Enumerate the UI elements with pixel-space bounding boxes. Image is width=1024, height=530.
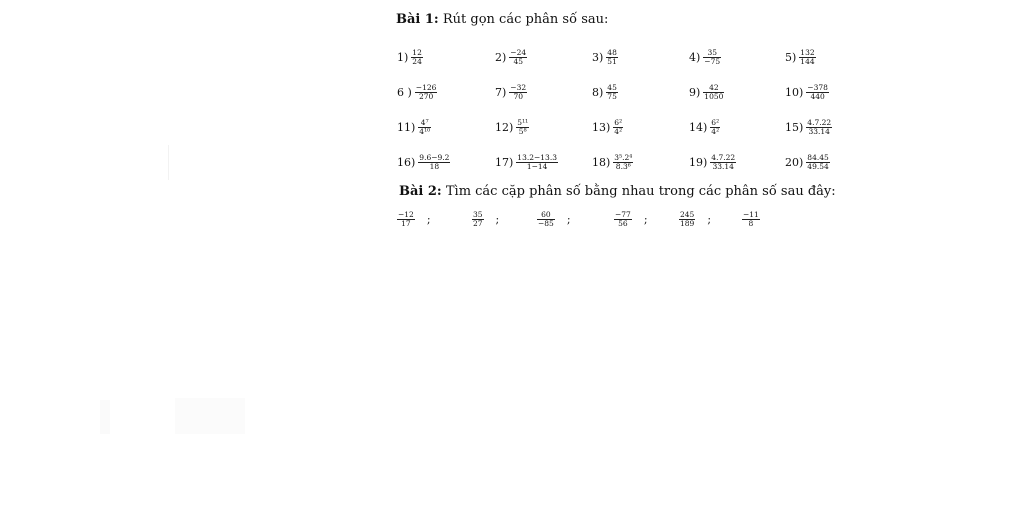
denominator: 4² xyxy=(711,126,720,136)
fraction-item xyxy=(495,77,527,107)
numerator: 5¹¹ xyxy=(517,117,529,127)
fraction-item xyxy=(689,42,721,72)
separator: ; xyxy=(495,212,500,226)
item-number: 14) xyxy=(689,120,708,134)
separator: ; xyxy=(643,212,648,226)
item-number: 20) xyxy=(785,155,804,169)
fraction-item xyxy=(614,206,648,232)
item-number: 18) xyxy=(592,155,611,169)
fraction xyxy=(703,84,724,101)
faint-mark xyxy=(168,145,169,180)
fraction xyxy=(613,119,623,136)
fraction xyxy=(679,211,695,228)
numerator: 132 xyxy=(800,47,815,57)
faint-mark xyxy=(100,400,110,434)
denominator: 24 xyxy=(412,56,422,66)
faint-mark xyxy=(175,398,245,434)
fraction-item xyxy=(592,77,618,107)
denominator: 70 xyxy=(513,91,523,101)
numerator: −378 xyxy=(807,82,828,92)
numerator: 4⁷ xyxy=(420,117,429,127)
fraction-item xyxy=(495,147,558,177)
fraction-item xyxy=(679,206,711,232)
exercise-1-label: Bài 1: xyxy=(396,12,439,27)
fraction-item xyxy=(689,112,720,142)
fraction-item xyxy=(742,206,760,232)
fraction-item xyxy=(785,42,816,72)
item-number: 6 ) xyxy=(397,85,412,99)
item-number: 9) xyxy=(689,85,701,99)
denominator: 440 xyxy=(810,91,825,101)
item-number: 19) xyxy=(689,155,708,169)
numerator: 35 xyxy=(473,209,483,219)
numerator: 35 xyxy=(707,47,717,57)
separator: ; xyxy=(426,212,431,226)
numerator: −32 xyxy=(510,82,527,92)
denominator: 1050 xyxy=(704,91,724,101)
numerator: 84.45 xyxy=(807,152,829,162)
numerator: 60 xyxy=(541,209,551,219)
denominator: 45 xyxy=(513,56,523,66)
fraction xyxy=(806,154,829,171)
item-number: 2) xyxy=(495,50,507,64)
fraction-item xyxy=(785,147,830,177)
denominator: 5⁸ xyxy=(518,126,527,136)
fraction xyxy=(606,84,618,101)
item-number: 8) xyxy=(592,85,604,99)
fraction-item xyxy=(397,42,423,72)
fraction xyxy=(415,84,438,101)
exercise-2-instruction: Tìm các cặp phân số bằng nhau trong các phân số sau đây: xyxy=(441,184,836,199)
fraction-item xyxy=(592,147,633,177)
numerator: 6² xyxy=(614,117,623,127)
fraction-item xyxy=(537,206,571,232)
numerator: 9.6−9.2 xyxy=(419,152,450,162)
fraction xyxy=(516,154,558,171)
denominator: 56 xyxy=(618,218,628,228)
item-number: 10) xyxy=(785,85,804,99)
fraction-item xyxy=(397,206,431,232)
denominator: −85 xyxy=(538,218,554,228)
numerator: 245 xyxy=(680,209,695,219)
item-number: 3) xyxy=(592,50,604,64)
denominator: 4² xyxy=(614,126,623,136)
item-number: 15) xyxy=(785,120,804,134)
fraction-item xyxy=(397,77,437,107)
denominator: 144 xyxy=(800,56,815,66)
numerator: 4.7.22 xyxy=(711,152,736,162)
fraction xyxy=(613,154,633,171)
denominator: 189 xyxy=(680,218,695,228)
exercise-2-fractions xyxy=(397,206,797,236)
fraction xyxy=(742,211,760,228)
numerator: −126 xyxy=(415,82,437,92)
item-number: 1) xyxy=(397,50,409,64)
numerator: 42 xyxy=(709,82,719,92)
denominator: 75 xyxy=(607,91,617,101)
fraction-item xyxy=(592,42,618,72)
numerator: 3⁵.2⁴ xyxy=(614,152,633,162)
item-number: 13) xyxy=(592,120,611,134)
denominator: 270 xyxy=(418,91,434,101)
fraction xyxy=(806,84,829,101)
fraction xyxy=(411,49,423,66)
denominator: 8 xyxy=(748,218,754,228)
fraction-item xyxy=(689,77,724,107)
fraction xyxy=(509,49,527,66)
denominator: 51 xyxy=(607,56,617,66)
fraction-item xyxy=(397,112,431,142)
fraction xyxy=(537,211,555,228)
fraction xyxy=(710,154,736,171)
item-number: 17) xyxy=(495,155,514,169)
numerator: −77 xyxy=(615,209,631,219)
fraction xyxy=(418,119,431,136)
fraction-item xyxy=(689,147,736,177)
fraction-item xyxy=(785,77,829,107)
fraction xyxy=(703,49,721,66)
numerator: 48 xyxy=(607,47,617,57)
fraction-item xyxy=(495,112,529,142)
fraction xyxy=(418,154,450,171)
denominator: 4¹⁰ xyxy=(419,126,431,136)
numerator: 12 xyxy=(412,47,422,57)
item-number: 11) xyxy=(397,120,416,134)
fraction-item xyxy=(495,42,527,72)
fraction xyxy=(614,211,632,228)
fraction-item xyxy=(785,112,832,142)
denominator: 49.54 xyxy=(807,161,829,171)
fraction xyxy=(397,211,415,228)
separator: ; xyxy=(566,212,571,226)
exercise-1-heading xyxy=(396,12,608,27)
item-number: 12) xyxy=(495,120,514,134)
fraction xyxy=(710,119,720,136)
fraction xyxy=(516,119,529,136)
item-number: 7) xyxy=(495,85,507,99)
fraction xyxy=(806,119,832,136)
fraction-item xyxy=(592,112,623,142)
denominator: 33.14 xyxy=(808,126,830,136)
numerator: 13.2−13.3 xyxy=(517,152,557,162)
fraction xyxy=(509,84,527,101)
denominator: 1−14 xyxy=(526,161,548,171)
item-number: 16) xyxy=(397,155,416,169)
denominator: 18 xyxy=(429,161,440,171)
fraction-item xyxy=(472,206,499,232)
numerator: −24 xyxy=(510,47,527,57)
separator: ; xyxy=(707,212,712,226)
numerator: 4.7.22 xyxy=(807,117,832,127)
exercise-2-heading xyxy=(399,184,836,199)
exercise-2-label: Bài 2: xyxy=(399,184,442,199)
denominator: 8.3⁶ xyxy=(615,161,631,171)
denominator: 27 xyxy=(473,218,483,228)
numerator: −11 xyxy=(743,209,759,219)
numerator: −12 xyxy=(398,209,414,219)
fraction xyxy=(606,49,618,66)
denominator: 17 xyxy=(401,218,411,228)
fraction xyxy=(472,211,484,228)
fraction-item xyxy=(397,147,450,177)
item-number: 4) xyxy=(689,50,701,64)
denominator: 33.14 xyxy=(712,161,734,171)
item-number: 5) xyxy=(785,50,797,64)
numerator: 45 xyxy=(607,82,617,92)
fraction xyxy=(799,49,815,66)
numerator: 6² xyxy=(711,117,720,127)
exercise-1-instruction: Rút gọn các phân số sau: xyxy=(438,12,609,27)
denominator: −75 xyxy=(704,56,721,66)
